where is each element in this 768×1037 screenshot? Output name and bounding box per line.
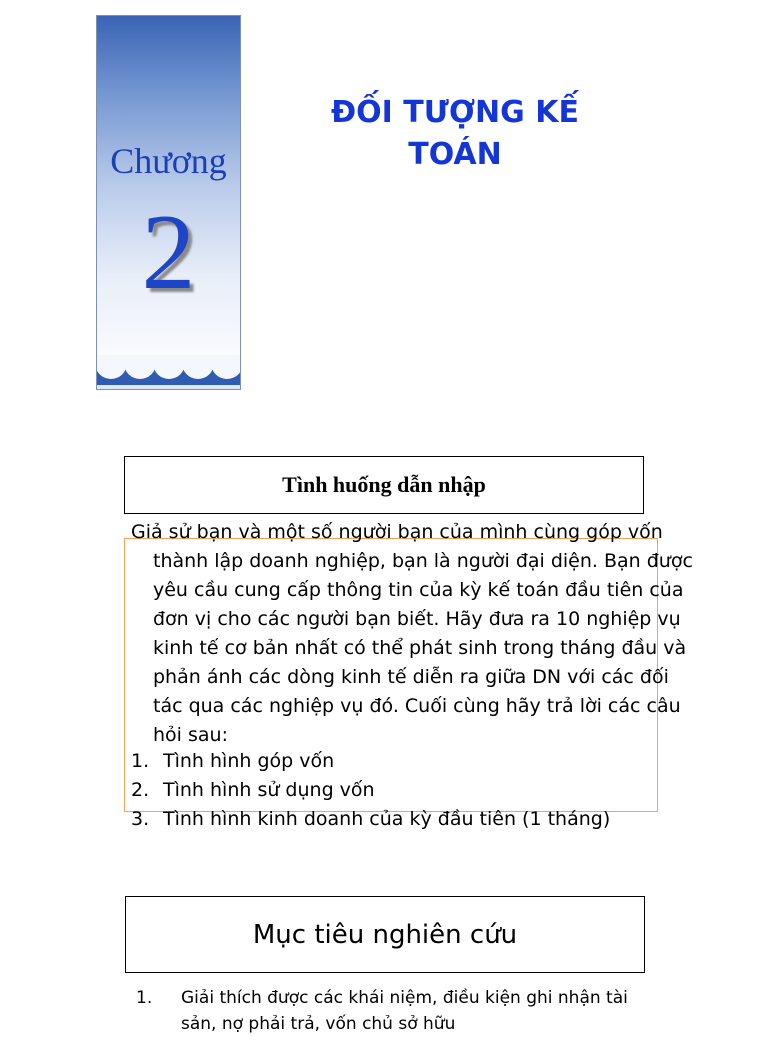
list-number: 2.	[131, 779, 150, 801]
chapter-number: 2	[141, 193, 196, 312]
wave-decoration	[97, 355, 240, 389]
list-text: Giải thích được các khái niệm, điều kiện ghi nhận tài sản, nợ phải trả, vốn chủ sở hữu	[181, 988, 628, 1034]
list-text: Tình hình kinh doanh của kỳ đầu tiên (1 tháng)	[163, 808, 611, 830]
objectives-heading: Mục tiêu nghiên cứu	[252, 919, 518, 950]
list-item	[131, 776, 610, 805]
objectives-heading-box	[125, 896, 645, 973]
situation-paragraph: Giả sử bạn và một số người bạn của mình cùng góp vốn thành lập doanh nghiệp, bạn là người đại diện. Bạn được yêu cầu cung cấp thông tin của kỳ kế toán đầu tiên của đơn vị cho các người bạn biết. Hãy đưa ra 10 nghiệp vụ kinh tế cơ bản nhất có thể phát sinh trong tháng đầu và phản ánh các dòng kinh tế diễn ra giữa DN với các đối tác qua các nghiệp vụ đó. Cuối cùng hãy trả lời các câu hỏi sau:	[131, 521, 693, 746]
list-item	[131, 747, 610, 776]
question-list	[131, 747, 610, 834]
list-number: 1.	[131, 750, 150, 772]
situation-heading-box	[124, 456, 644, 514]
situation-heading: Tình huống dẫn nhập	[282, 472, 486, 497]
list-item	[131, 805, 610, 834]
list-number: 3.	[131, 808, 150, 830]
list-item	[136, 985, 651, 1037]
page-title: ĐỐI TƯỢNG KẾ TOÁN	[331, 95, 579, 172]
list-text: Tình hình sử dụng vốn	[163, 779, 375, 801]
list-text: Tình hình góp vốn	[163, 750, 335, 772]
list-number: 1.	[136, 988, 153, 1008]
objectives-list	[136, 985, 651, 1037]
chapter-word: Chương	[110, 141, 227, 181]
chapter-banner	[96, 15, 241, 390]
